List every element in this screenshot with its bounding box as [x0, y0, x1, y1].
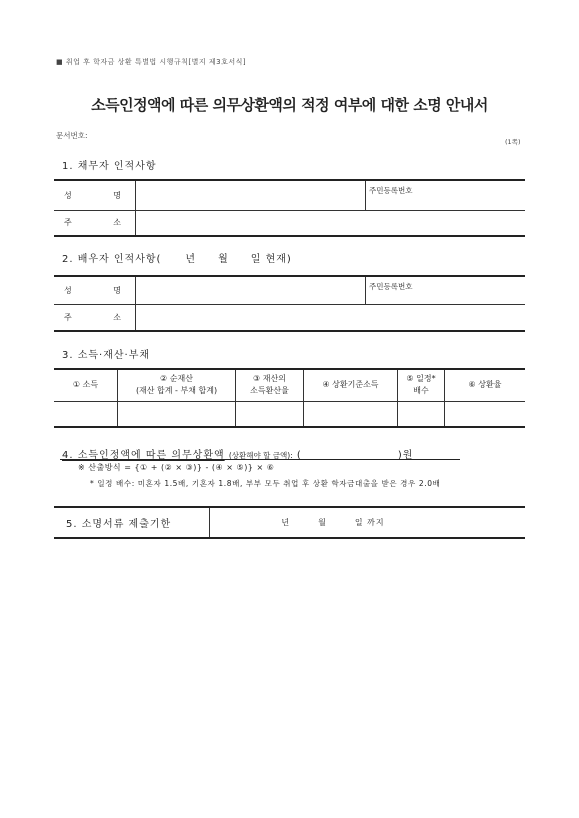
debtor-address-label: 주 소 [54, 210, 136, 236]
col-net-assets-sub: (재산 합계 - 부채 합계) [135, 386, 218, 396]
col-income-header [54, 369, 118, 401]
section2-heading-text: 2. 배우자 인적사항( [62, 254, 162, 265]
spouse-rrn-field[interactable] [366, 276, 526, 304]
debtor-info-table [54, 179, 525, 237]
section4-open-paren: ( [296, 450, 302, 461]
deadline-month: 월 [318, 518, 327, 527]
spouse-rrn-label: 주민등록번호 [369, 282, 413, 291]
deadline-year: 년 [281, 518, 291, 527]
col-net-assets-header [118, 369, 236, 401]
col-income-label: ① 소득 [72, 380, 99, 390]
deadline-day: 일 까지 [354, 518, 385, 527]
section2-heading [62, 250, 292, 265]
debtor-address-field[interactable] [136, 210, 526, 236]
debtor-name-field[interactable] [136, 180, 366, 210]
section1-heading: 1. 채무자 인적사항 [62, 161, 157, 172]
submission-deadline-table [54, 506, 525, 539]
section4-close-paren: )원 [397, 450, 414, 461]
debtor-name-label: 성 명 [54, 180, 136, 210]
spouse-address-label: 주 소 [54, 304, 136, 331]
page-title: 소득인정액에 따른 의무상환액의 적정 여부에 대한 소명 안내서 [91, 96, 488, 114]
col-multiplier-sub: 배수 [413, 386, 429, 396]
col-multiplier-header [398, 369, 445, 401]
income-asset-table [54, 368, 525, 428]
spouse-address-field[interactable] [136, 304, 526, 331]
col-base-income-header [304, 369, 398, 401]
spouse-name-label: 성 명 [54, 276, 136, 304]
page-indicator: (1쪽) [505, 138, 521, 146]
section2-month: 월 [218, 254, 229, 265]
col-net-assets-label: ② 순재산 [160, 374, 193, 384]
multiplier-value-cell[interactable] [398, 401, 445, 427]
section2-year: 년 [185, 254, 197, 265]
repayment-rate-value-cell[interactable] [445, 401, 526, 427]
section4-title: 4. 소득인정액에 따른 의무상환액 [62, 450, 225, 461]
income-value-cell[interactable] [54, 401, 118, 427]
doc-number-label: 문서번호: [56, 131, 88, 140]
col-repayment-rate-header [445, 369, 526, 401]
section4-underline [60, 459, 460, 460]
form-reference: ■ 취업 후 학자금 상환 특별법 시행규칙[별지 제3호서식] [56, 58, 247, 66]
calculation-formula: ※ 산출방식 = {① + (② × ③)} - (④ × ⑤)} × ⑥ [78, 463, 275, 472]
col-conversion-rate-header [236, 369, 304, 401]
col-base-income-label: ④ 상환기준소득 [322, 380, 379, 390]
col-multiplier-label: ⑤ 일정* [406, 374, 436, 384]
col-conversion-rate-sub: 소득환산율 [250, 386, 289, 396]
base-income-value-cell[interactable] [304, 401, 398, 427]
net-assets-value-cell[interactable] [118, 401, 236, 427]
debtor-rrn-field[interactable] [366, 180, 526, 210]
multiplier-note: * 일정 배수: 미혼자 1.5배, 기혼자 1.8배, 부부 모두 취업 후 상환 학자금대출을 받은 경우 2.0배 [90, 479, 441, 488]
col-repayment-rate-label: ⑥ 상환율 [468, 380, 502, 390]
deadline-date-field[interactable] [210, 507, 526, 538]
section4-sub: (상환해야 할 금액): [228, 451, 293, 460]
spouse-name-field[interactable] [136, 276, 366, 304]
conversion-rate-value-cell[interactable] [236, 401, 304, 427]
section3-heading: 3. 소득·재산·부채 [62, 350, 151, 361]
section2-day: 일 현재) [250, 254, 292, 265]
deadline-label: 5. 소명서류 제출기한 [54, 507, 210, 538]
debtor-rrn-label: 주민등록번호 [369, 186, 413, 195]
col-conversion-rate-label: ③ 재산의 [253, 374, 286, 384]
spouse-info-table [54, 275, 525, 332]
